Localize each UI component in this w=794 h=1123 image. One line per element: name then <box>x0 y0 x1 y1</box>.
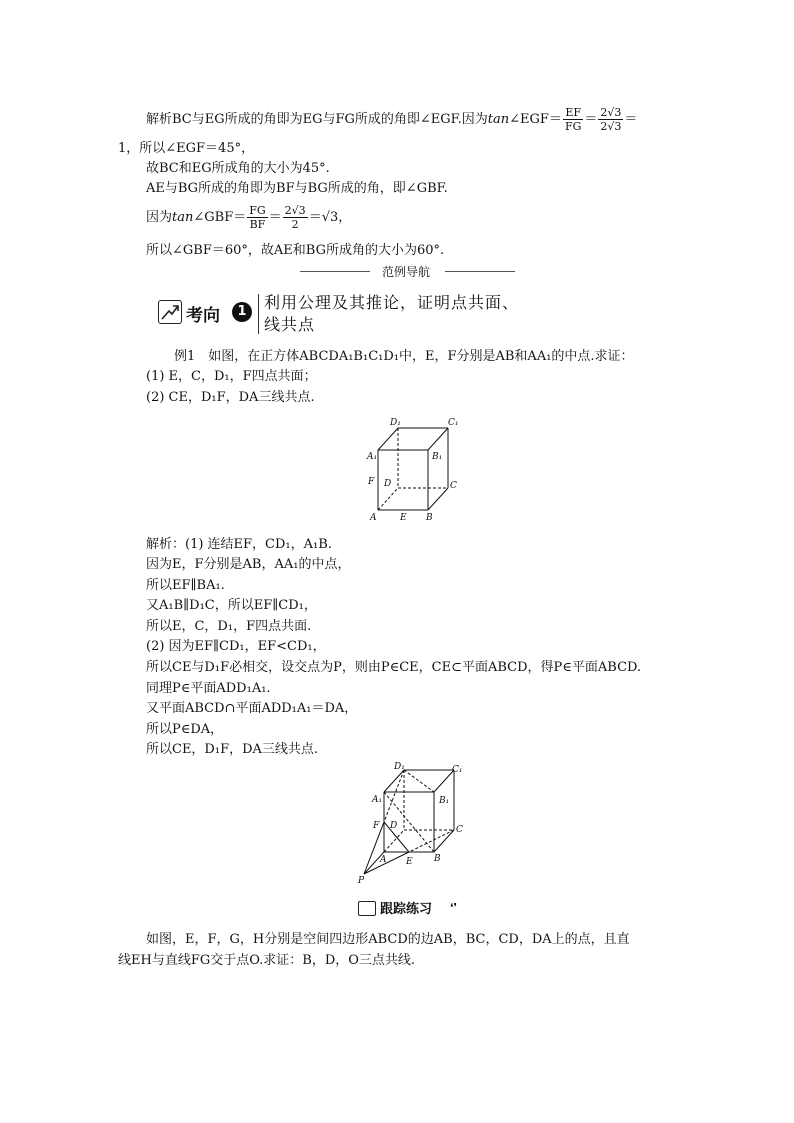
practice-banner <box>358 898 458 918</box>
label-B1: B₁ <box>439 796 450 806</box>
analysis-line: (2) 因为EF∥CD₁，EF<CD₁， <box>146 639 326 654</box>
notebook-icon <box>358 901 376 916</box>
label-C1: C₁ <box>448 418 459 428</box>
analysis-line: 又平面ABCD∩平面ADD₁A₁＝DA， <box>146 701 358 716</box>
fraction-2root3: $\frac{2√3}{2√3}$ <box>600 106 622 133</box>
analysis-line: 又A₁B∥D₁C，所以EF∥CD₁， <box>146 598 317 613</box>
label-B1: B₁ <box>432 452 443 462</box>
label-F: F <box>373 821 380 831</box>
exercise-line-2: 线EH与直线FG交于点O.求证：B，D，O三点共线. <box>118 953 416 968</box>
solution-line-3: 故BC和EG所成角的大小为45°. <box>146 161 330 176</box>
label-B: B <box>434 854 441 864</box>
practice-label: 跟踪练习 <box>380 902 433 917</box>
label-A1: A₁ <box>372 795 383 805</box>
fraction-2root3-over-2: $\frac{2√3}{2}$ <box>284 204 306 231</box>
fraction-fg-bf: $\frac{FG}{BF}$ <box>249 204 266 231</box>
label-C: C <box>456 825 463 835</box>
divider-label: 范例导航 <box>382 265 431 279</box>
exercise-line-1: 如图，E，F，G，H分别是空间四边形ABCD的边AB，BC，CD，DA上的点，且直 <box>146 932 630 947</box>
label-C: C <box>450 481 457 491</box>
analysis-line: 同理P∈平面ADD₁A₁. <box>146 681 271 696</box>
solution-line-6: 所以∠GBF＝60°，故AE和BG所成角的大小为60°. <box>146 243 445 258</box>
label-D: D <box>390 821 398 831</box>
label-C1: C₁ <box>452 765 463 775</box>
divider-line-left <box>300 271 370 272</box>
label-A1: A₁ <box>367 452 378 462</box>
solution-line-4: AE与BG所成的角即为BF与BG所成的角，即∠GBF. <box>146 181 448 196</box>
solution-line-1: 解析BC与EG所成的角即为EG与FG所成的角即∠EGF.因为tan∠EGF＝ $\frac{EF}{FG}$ ＝ $\frac{2√3}{2√3}$ ＝ <box>146 106 638 133</box>
analysis-line: 所以P∈DA， <box>146 722 224 737</box>
section-label: 考向 <box>186 306 220 326</box>
analysis-line: 解析：(1) 连结EF，CD₁，A₁B. <box>146 537 332 552</box>
example-statement: 例1 如图，在正方体ABCDA₁B₁C₁D₁中，E，F分别是AB和AA₁的中点.求证： <box>174 349 634 364</box>
label-B: B <box>426 513 433 523</box>
label-P: P <box>358 876 365 886</box>
solution-line-5: 因为tan∠GBF＝ $\frac{FG}{BF}$ ＝ $\frac{2√3}{2}$ ＝√3， <box>146 204 352 231</box>
section-heading <box>158 292 578 336</box>
section-title: 利用公理及其推论，证明点共面、 线共点 <box>264 293 520 334</box>
section-separator <box>258 294 259 334</box>
section-divider <box>300 265 515 279</box>
example-part-2: (2) CE，D₁F，DA三线共点. <box>146 390 315 405</box>
analysis-line: 所以CE，D₁F，DA三线共点. <box>146 742 319 757</box>
label-A: A <box>380 855 387 865</box>
label-E: E <box>406 857 413 867</box>
cube-figure-1 <box>360 414 470 526</box>
label-D1: D₁ <box>390 418 401 428</box>
analysis-line: 所以CE与D₁F必相交，设交点为P，则由P∈CE，CE⊂平面ABCD，得P∈平面ABCD. <box>146 660 642 675</box>
label-E: E <box>400 513 407 523</box>
cube-figure-2 <box>356 760 476 886</box>
analysis-line: 所以EF∥BA₁. <box>146 578 225 593</box>
footprints-icon: ❛❜ <box>450 901 458 914</box>
label-D: D <box>384 479 392 489</box>
label-A: A <box>370 513 377 523</box>
analysis-line: 因为E，F分别是AB，AA₁的中点， <box>146 557 351 572</box>
trend-arrow-icon <box>158 300 182 324</box>
divider-line-right <box>445 271 515 272</box>
fraction-ef-fg: $\frac{EF}{FG}$ <box>564 106 582 133</box>
label-F: F <box>368 477 375 487</box>
section-number-badge: 1 <box>232 302 252 322</box>
label-D1: D₁ <box>394 762 405 772</box>
analysis-line: 所以E，C，D₁，F四点共面. <box>146 619 312 634</box>
example-part-1: (1) E，C，D₁，F四点共面； <box>146 369 317 384</box>
solution-line-2: 1，所以∠EGF＝45°， <box>118 141 255 156</box>
